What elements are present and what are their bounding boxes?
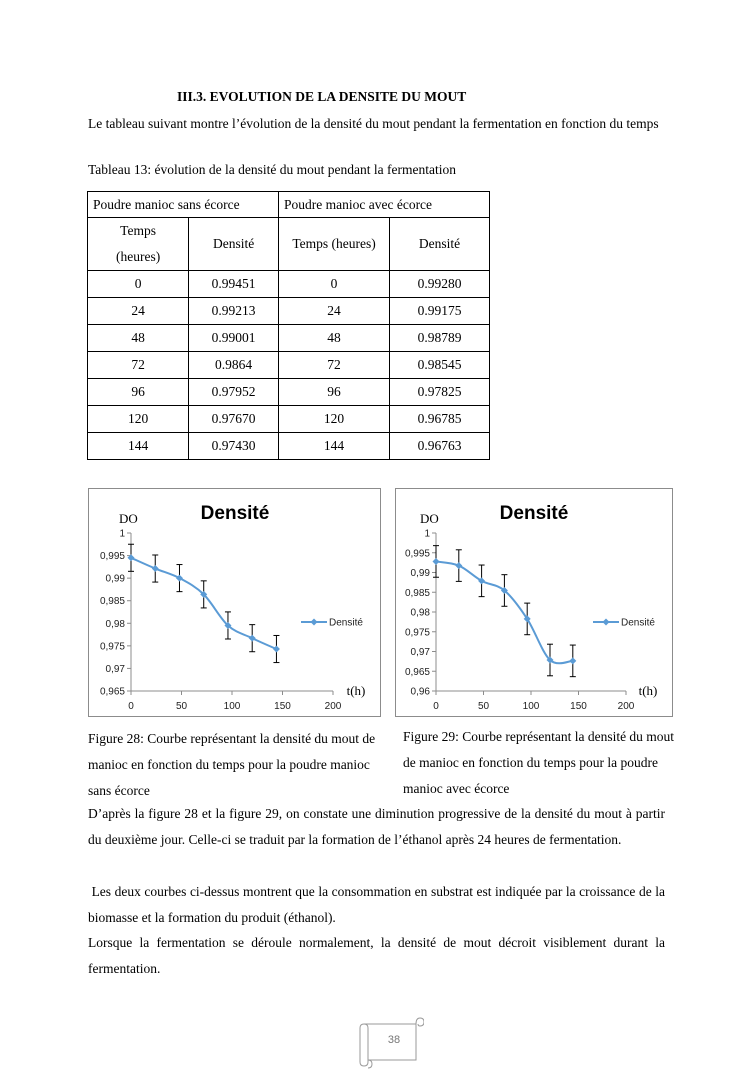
table-row	[88, 433, 490, 460]
table-row	[88, 271, 490, 298]
x-tick-label: 100	[223, 701, 241, 712]
y-axis-label: DO	[119, 511, 138, 526]
table-cell: 0.99213	[189, 298, 279, 325]
data-point	[152, 565, 159, 572]
table-row	[88, 379, 490, 406]
table-cell: 0.99175	[390, 298, 490, 325]
table-cell: 0.99280	[390, 271, 490, 298]
table-cell: 96	[88, 379, 189, 406]
density-table	[87, 191, 490, 460]
table-cell: 144	[88, 433, 189, 460]
page-number: 38	[387, 1034, 401, 1046]
data-point	[176, 575, 183, 582]
legend-marker	[603, 619, 610, 626]
col-header-temps-1: Temps (heures)	[88, 218, 189, 271]
intro-text: Le tableau suivant montre l’évolution de la densité du mout pendant la fermentation en fonction du temps	[88, 116, 659, 131]
x-tick-label: 200	[324, 701, 342, 712]
table-cell: 120	[279, 406, 390, 433]
x-tick-label: 100	[522, 701, 540, 712]
table-cell: 0.99451	[189, 271, 279, 298]
legend-label: Densité	[621, 617, 655, 629]
figure-28-chart	[88, 488, 381, 717]
group-header-sans-ecorce: Poudre manioc sans écorce	[88, 192, 279, 218]
table-cell: 24	[88, 298, 189, 325]
y-tick-label: 1	[119, 528, 125, 540]
table-column-header-row	[88, 218, 490, 271]
table-cell: 0.97952	[189, 379, 279, 406]
col-header-densite-1: Densité	[189, 218, 279, 271]
table-cell: 72	[279, 352, 390, 379]
y-tick-label: 0,97	[410, 647, 430, 658]
table-group-header-row	[88, 192, 490, 218]
y-tick-label: 0,995	[99, 551, 125, 563]
x-tick-label: 0	[128, 701, 134, 712]
legend-marker	[311, 619, 318, 626]
section-heading: III.3. EVOLUTION DE LA DENSITE DU MOUT	[177, 89, 467, 104]
y-axis-label: DO	[420, 511, 439, 526]
y-tick-label: 0,97	[105, 663, 125, 675]
y-tick-label: 0,96	[410, 686, 430, 698]
y-tick-label: 0,985	[404, 587, 430, 599]
table-caption: Tableau 13: évolution de la densité du mout pendant la fermentation	[88, 162, 456, 177]
x-tick-label: 50	[477, 701, 490, 712]
table-cell: 0.98545	[390, 352, 490, 379]
y-tick-label: 0,99	[105, 573, 125, 585]
figure-28-chart-svg	[89, 489, 380, 716]
table-cell: 0	[279, 271, 390, 298]
table-cell: 0.97430	[189, 433, 279, 460]
table-cell: 0.96785	[390, 406, 490, 433]
table-cell: 0.96763	[390, 433, 490, 460]
table-row	[88, 298, 490, 325]
paragraph: D’après la figure 28 et la figure 29, on constate une diminution progressive de la densité du mout à partir du deuxième jour. Celle-ci se traduit par la formation de l’éthanol après 24 heures de fermentation.	[88, 806, 665, 847]
figure-29-caption: Figure 29: Courbe représentant la densité du mout de manioc en fonction du temps pour la poudre manioc avec écorce	[403, 729, 675, 796]
col-header-densite-2: Densité	[390, 218, 490, 271]
data-point	[273, 646, 280, 653]
table-cell: 144	[279, 433, 390, 460]
y-tick-label: 0,965	[99, 686, 125, 698]
data-point	[455, 562, 462, 569]
x-tick-label: 150	[570, 701, 587, 712]
chart-title: Densité	[200, 503, 270, 524]
table-row	[88, 325, 490, 352]
table-cell: 48	[88, 325, 189, 352]
paragraph: Lorsque la fermentation se déroule normalement, la densité de mout décroit visiblement durant la fermentation.	[88, 935, 665, 976]
x-axis-label: t(h)	[346, 683, 366, 698]
y-tick-label: 1	[424, 528, 430, 540]
legend-label: Densité	[329, 617, 363, 629]
y-tick-label: 0,975	[404, 627, 430, 639]
table-row	[88, 406, 490, 433]
figure-28-caption: Figure 28: Courbe représentant la densité du mout de manioc en fonction du temps pour la poudre manioc sans écorce	[88, 731, 376, 798]
table-cell: 0.97670	[189, 406, 279, 433]
y-tick-label: 0,965	[404, 666, 430, 678]
x-axis-label: t(h)	[638, 683, 658, 698]
table-row	[88, 352, 490, 379]
table-cell: 0.98789	[390, 325, 490, 352]
data-point	[249, 635, 256, 642]
y-tick-label: 0,975	[99, 641, 125, 653]
table-cell: 120	[88, 406, 189, 433]
x-tick-label: 200	[617, 701, 635, 712]
table-cell: 24	[279, 298, 390, 325]
group-header-avec-ecorce: Poudre manioc avec écorce	[279, 192, 490, 218]
x-tick-label: 150	[274, 701, 291, 712]
figure-29-chart-svg	[396, 489, 672, 716]
col-header-temps-2: Temps (heures)	[279, 218, 390, 271]
figure-29-chart	[395, 488, 673, 717]
table-cell: 0.97825	[390, 379, 490, 406]
page-number-scroll	[358, 1014, 424, 1070]
x-tick-label: 50	[175, 701, 188, 712]
table-cell: 48	[279, 325, 390, 352]
x-tick-label: 0	[433, 701, 439, 712]
data-point	[569, 657, 576, 664]
data-point	[433, 558, 440, 565]
y-tick-label: 0,98	[105, 618, 125, 630]
chart-title: Densité	[499, 503, 569, 524]
y-tick-label: 0,98	[410, 607, 430, 619]
y-tick-label: 0,99	[410, 568, 430, 579]
y-tick-label: 0,995	[404, 548, 430, 560]
paragraph: Les deux courbes ci-dessus montrent que la consommation en substrat est indiquée par la croissance de la biomasse et la formation du produit (éthanol).	[88, 884, 669, 925]
table-cell: 96	[279, 379, 390, 406]
y-tick-label: 0,985	[99, 596, 125, 608]
table-cell: 0	[88, 271, 189, 298]
table-cell: 0.9864	[189, 352, 279, 379]
table-cell: 72	[88, 352, 189, 379]
table-cell: 0.99001	[189, 325, 279, 352]
